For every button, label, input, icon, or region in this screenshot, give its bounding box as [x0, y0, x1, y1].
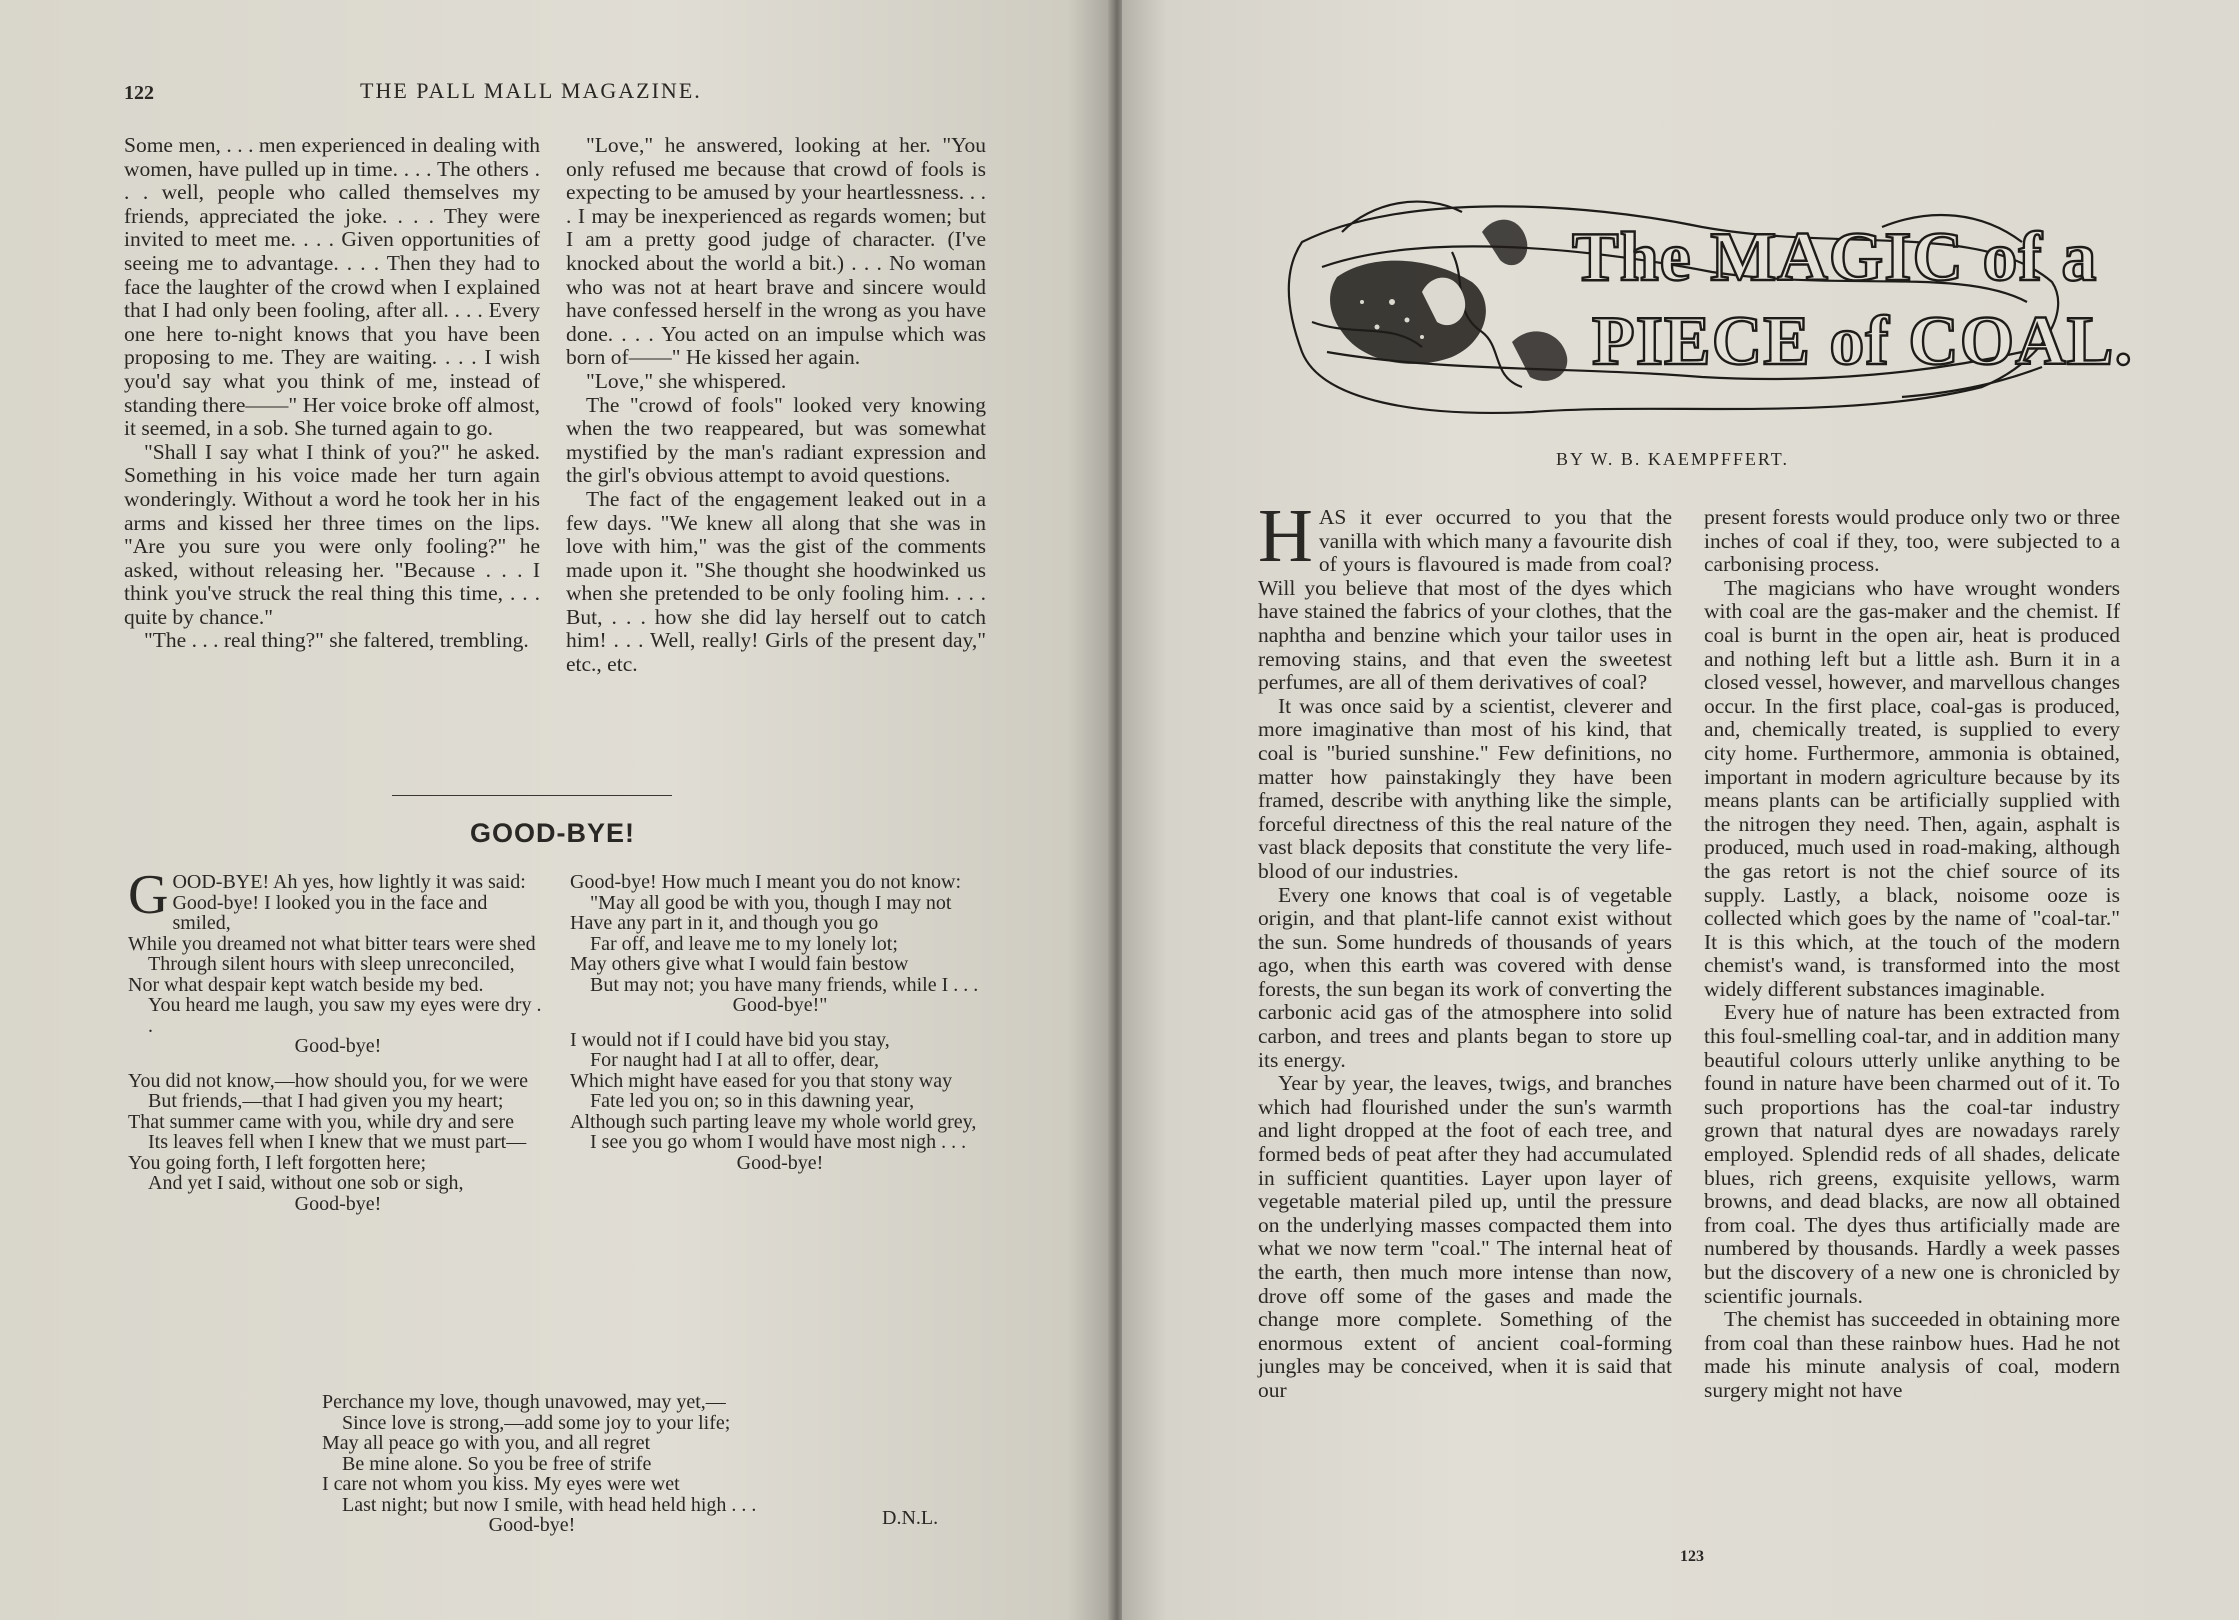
paragraph: The magicians who have wrought wonders with coal are the gas-maker and the chemist. If coal is burnt in the open air, heat is produced and nothing left but a little ash. Burn it in a closed vessel, however, and marvellous changes occur. In the first place, coal-gas is produced, and, chemically treated, is supplied to every city home. Furthermore, ammonia is obtained, important in modern agriculture because by its means plants can be artificially supplied with the nitrogen they need. Then, again, asphalt is produced, much used in road-making, although the gas retort is not the chief source of its supply. Lastly, a black, noisome ooze is collected which goes by the name of "coal-tar." It is this which, at the touch of the modern chemist's wand, is transformed into the most widely different substances imaginable. — [1704, 575, 2120, 1001]
poem-line: OOD-BYE! Ah yes, how lightly it was said: — [172, 871, 526, 893]
poem-line: Good-bye! I looked you in the face and smiled, — [172, 891, 488, 934]
page-number-left: 122 — [124, 82, 154, 104]
poem-line: Have any part in it, and though you go — [570, 912, 879, 934]
poem-line: Good-bye! — [488, 1514, 576, 1536]
stanza — [570, 872, 990, 1016]
poem-line: Since love is strong,—add some joy to your life; — [342, 1411, 731, 1434]
page-number-right: 123 — [1680, 1548, 1704, 1565]
stanza — [128, 864, 548, 1057]
poem-line: But may not; you have many friends, while I . . . — [590, 973, 979, 996]
poem-line: Last night; but now I smile, with head held high . . . — [342, 1493, 757, 1516]
poem-line: That summer came with you, while dry and sere — [128, 1110, 514, 1133]
poem-line: May others give what I would fain bestow — [570, 953, 909, 975]
poem-line: I would not if I could have bid you stay, — [570, 1028, 890, 1051]
poem-column-2 — [570, 872, 990, 1187]
poem-line: Which might have eased for you that stony way — [570, 1069, 953, 1092]
poem-line: Good-bye! How much I meant you do not know: — [570, 871, 962, 893]
paragraph: Year by year, the leaves, twigs, and branches which had flourished under the sun's warmth and light dropped at the foot of each tree, and formed beds of peat after they had accumulated in sufficient quantities. Layer upon layer of vegetable material piled up, until the pressure on the underlying masses compacted them into what we now term "coal." The internal heat of the earth, then much more intense than now, drove off some of the gases and made the change more complete. Something of the enormous extent of ancient coal-forming jungles may be conceived, when it is said that our — [1258, 1071, 1672, 1402]
poem-title: GOOD-BYE! — [470, 818, 636, 848]
paragraph-text: AS it ever occurred to you that the vanilla with which many a favourite dish of yours is flavoured is made from coal? Will you believe that most of the dyes which have stained the fabrics of your clothes, that the naphtha and benzine which your tailor uses in removing stains, and that even the sweetest perfumes, are all of them derivatives of coal? — [1258, 505, 1672, 695]
article-column-1 — [1258, 494, 1672, 1403]
running-head: THE PALL MALL MAGAZINE. — [360, 78, 702, 103]
story-column-1 — [124, 134, 540, 653]
poem-line: "May all good be with you, though I may not — [590, 891, 952, 914]
paragraph: The fact of the engagement leaked out in a few days. "We knew all along that she was in love with him," was the gist of the comments made upon it. "She thought she hoodwinked us when she pretended to be only fooling him. . . . But, . . . how she did lay herself out to catch him! . . . Well, really! Girls of the present day," etc., etc. — [566, 486, 986, 677]
drop-cap: G — [128, 864, 169, 926]
poem-line: Good-bye!" — [732, 994, 828, 1016]
stanza — [570, 1030, 990, 1174]
poem-final-stanza — [322, 1391, 757, 1536]
poem-line: Perchance my love, though unavowed, may yet,— — [322, 1391, 726, 1413]
paragraph — [1258, 494, 1672, 695]
poem-line: While you dreamed not what bitter tears were shed — [128, 932, 536, 955]
poem-line: And yet I said, without one sob or sigh, — [148, 1172, 464, 1194]
poem-column-1 — [128, 864, 548, 1228]
poem-line: Its leaves fell when I knew that we must part— — [148, 1131, 527, 1153]
paragraph: Every one knows that coal is of vegetable origin, and that plant-life cannot exist without the sun. Some hundreds of thousands of years ago, when this earth was covered with dense forests, the sun began its work of converting the carbonic acid gas of the atmosphere into solid carbon, and trees and plants began to store up its energy. — [1258, 882, 1672, 1072]
poem-line: You heard me laugh, you saw my eyes were dry . . — [148, 994, 542, 1037]
title-banner — [1282, 172, 2133, 422]
poem-line: You did not know,—how should you, for we were — [128, 1069, 528, 1092]
poem-line: Good-bye! — [294, 1035, 382, 1057]
paragraph: "Shall I say what I think of you?" he asked. Something in his voice made her turn again wonderingly. Without a word he took her in his arms and kissed her three times on the lips. "Are you sure you were only fooling?" he asked, without releasing her. "Because . . . I think you've struck the real thing this time, . . . quite by chance." — [124, 439, 540, 629]
poem-line: Good-bye! — [736, 1151, 824, 1174]
poem-line: Be mine alone. So you be free of strife — [342, 1452, 652, 1475]
story-column-2 — [566, 134, 986, 677]
banner-title-line-1: The MAGIC of a — [1572, 219, 2098, 296]
byline: BY W. B. KAEMPFFERT. — [1556, 449, 1789, 469]
poem-line: I see you go whom I would have most nigh . . . — [590, 1131, 967, 1153]
poem-line: Nor what despair kept watch beside my bed. — [128, 973, 484, 996]
paragraph: The chemist has succeeded in obtaining more from coal than these rainbow hues. Had he not made his minute analysis of coal, modern surgery might not have — [1704, 1307, 2120, 1402]
poem-line: Through silent hours with sleep unreconciled, — [148, 953, 515, 975]
paragraph: Every hue of nature has been extracted from this foul-smelling coal-tar, and in addition many beautiful colours utterly unlike anything to be found in nature have been charmed out of it. To such proportions has the coal-tar industry grown that natural dyes are nowadays rarely employed. Splendid reds of all shades, delicate blues, rich greens, exquisite yellows, warm browns, and dead blacks, are now all obtained from coal. The dyes thus artificially made are numbered by thousands. Hardly a week passes but the discovery of a new one is chronicled by scientific journals. — [1704, 1000, 2120, 1308]
drop-cap: H — [1258, 494, 1313, 578]
poem-line: For naught had I at all to offer, dear, — [590, 1049, 880, 1071]
paragraph: It was once said by a scientist, cleverer and more imaginative than most of his kind, that coal is "buried sunshine." Few definitions, no matter how painstakingly they have been framed, describe with anything like the simple, forceful directness of this the real nature of the vast black deposits that constitute the very life-blood of our industries. — [1258, 693, 1672, 883]
poem-signature: D.N.L. — [882, 1507, 939, 1529]
poem-line: Although such parting leave my whole world grey, — [570, 1110, 977, 1133]
poem-line: But friends,—that I had given you my heart; — [148, 1090, 504, 1112]
paragraph: "Love," she whispered. — [586, 368, 787, 393]
poem-line: Good-bye! — [294, 1192, 382, 1215]
stanza — [128, 1071, 548, 1215]
banner-title-line-2: PIECE of COAL. — [1592, 303, 2133, 380]
article-column-2 — [1704, 506, 2120, 1403]
paragraph: present forests would produce only two or three inches of coal if they, too, were subjected to a carbonising process. — [1704, 505, 2120, 577]
poem-line: You going forth, I left forgotten here; — [128, 1151, 427, 1174]
poem-line: Far off, and leave me to my lonely lot; — [590, 932, 898, 955]
poem-line: May all peace go with you, and all regret — [322, 1432, 651, 1454]
paragraph: Some men, . . . men experienced in dealing with women, have pulled up in time. . . . The others . . . well, people who called themselves my friends, appreciated the joke. . . . They were invited to meet me. . . . Given opportunities of seeing me to advantage. . . . Then they had to face the laughter of the crowd when I explained that I had only been fooling, after all. . . . Every one here to-night knows that you have been proposing to me. They are waiting. . . . I wish you'd say what you think of me, instead of standing there——" Her voice broke off almost, it seemed, in a sob. She turned again to go. — [124, 133, 540, 441]
poem-line: Fate led you on; so in this dawning year, — [590, 1090, 915, 1112]
paragraph: The "crowd of fools" looked very knowing when the two reappeared, but was somewhat mystified by the man's radiant expression and the girl's obvious attempt to avoid questions. — [566, 392, 986, 488]
poem-line: I care not whom you kiss. My eyes were wet — [322, 1473, 680, 1495]
left-page — [0, 0, 1112, 1620]
paragraph: "The . . . real thing?" she faltered, trembling. — [144, 628, 529, 653]
paragraph: "Love," he answered, looking at her. "You only refused me because that crowd of fools is expecting to be amused by your heartlessness. . . . I may be inexperienced as regards women; but I am a pretty good judge of character. (I've knocked about the world a bit.) . . . No woman who was not at heart brave and sincere would have confessed herself in the wrong as you have done. . . . You acted on an impulse which was born of——" He kissed her again. — [566, 133, 986, 370]
section-divider — [392, 795, 672, 796]
